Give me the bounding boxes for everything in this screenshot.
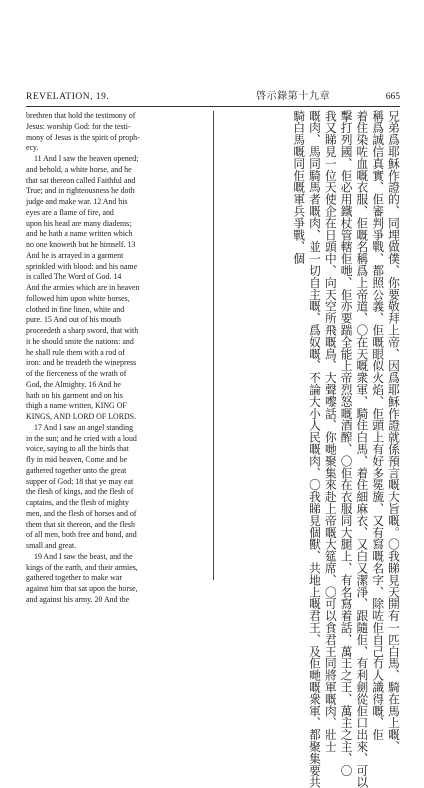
english-line: And he is arrayed in a garment	[26, 250, 124, 260]
english-line: clothed in fine linen, white and	[26, 304, 125, 314]
chinese-column: 兄弟爲耶穌作證的、同埋做僕、你要敬拜上帝、因爲耶穌作證就係預言嘅大旨嘅。〇我睇見天開有一匹白馬、騎在馬上嘅、	[387, 110, 401, 753]
english-line: the flesh of kings, and the flesh of	[26, 487, 134, 497]
english-line: God, the Almighty. 16 And he	[26, 379, 121, 389]
english-line: voice, saying to all the birds that	[26, 444, 129, 454]
english-line: And the armies which are in heaven	[26, 283, 140, 292]
english-line: gathered together unto the great	[26, 465, 127, 475]
english-line: them that sit thereon, and the flesh	[26, 519, 135, 529]
english-line: judge and make war. 12 And his	[26, 197, 128, 206]
running-head-chinese: 啓示錄第十九章	[256, 91, 331, 102]
column-divider	[213, 111, 214, 580]
english-line: kings of the earth, and their armies,	[26, 562, 138, 572]
english-line: of all men, both free and bond, and	[26, 530, 137, 540]
english-line: thigh a name written, KING OF	[26, 401, 127, 411]
chinese-column: 擊打列國、佢必用鐵杖管轄佢哋、佢亦要踹全能上帝烈怒嘅酒醡、〇佢在衣服同大腿上、有名寫着話、萬王之王、萬主之主、〇	[339, 110, 354, 777]
english-line: hath on his garment and on his	[26, 390, 123, 400]
english-line: men, and the flesh of horses and of	[26, 508, 137, 518]
running-head-english: REVELATION, 19.	[26, 92, 110, 102]
english-line: 19 And I saw the beast, and the	[34, 551, 133, 561]
english-line: in the sun; and he cried with a loud	[26, 433, 137, 443]
page-number: 665	[385, 92, 400, 102]
english-line: it he should smite the nations: and	[26, 336, 134, 346]
english-line: proceedeth a sharp sword, that with	[26, 326, 139, 335]
chinese-column: 騎白馬嘅同佢嘅軍兵爭戰、個	[292, 110, 307, 265]
chinese-column: 稱爲誠信真實、佢審判爭戰、都照公義、佢嘅眼似火焰、佢頭上有好多冕旒、又有寫嘅名字、除咗佢自己冇人識得嘅、佢	[371, 110, 386, 741]
english-line: supper of God; 18 that ye may eat	[26, 476, 134, 486]
english-line: eyes are a flame of fire, and	[26, 207, 114, 217]
page-header	[26, 89, 400, 105]
chinese-column: 我又睇見一位天使企在日頭中、向天空所飛嘅鳥、大聲嚟話、你哋聚集來赴上帝嘅大筵席、〇可以食君王同將軍嘅肉、壯士	[323, 110, 338, 753]
english-line: he shall rule them with a rod of	[26, 347, 125, 357]
english-line: gathered together to make war	[26, 573, 122, 583]
english-line: no one knoweth but he himself. 13	[26, 240, 136, 249]
english-line: True; and in righteousness he doth	[26, 186, 135, 196]
english-line: and behold, a white horse, and he	[26, 164, 132, 174]
english-line: mony of Jesus is the spirit of proph-	[26, 132, 140, 142]
english-line: brethren that hold the testimony of	[26, 111, 136, 120]
english-line: and he hath a name written which	[26, 229, 133, 239]
chinese-column: 嘅肉、馬同騎馬者嘅肉、並一切自主嘅、爲奴嘅、不論大小人民嘅肉、〇我睇見個獸、共地上嘅君王、及佢哋嘅衆軍、都聚集要共	[308, 110, 323, 788]
english-line: upon his head are many diadems;	[26, 218, 132, 228]
chinese-text-block	[217, 110, 401, 788]
english-text-column	[26, 111, 209, 604]
english-line: and against his army. 20 And the	[26, 594, 130, 604]
english-line: fly in mid heaven, Come and be	[26, 455, 128, 464]
english-line: pure. 15 And out of his mouth	[26, 315, 121, 325]
english-line: ecy.	[26, 143, 39, 153]
english-line: KINGS, AND LORD OF LORDS.	[26, 412, 137, 421]
english-line: that sat thereon called Faithful and	[26, 175, 136, 185]
english-line: of the fierceness of the wrath of	[26, 369, 127, 378]
english-line: against him that sat upon the horse,	[26, 584, 138, 593]
english-line: small and great.	[26, 541, 77, 550]
english-line: 11 And I saw the heaven opened;	[34, 154, 139, 163]
english-line: sprinkled with blood: and his name	[26, 261, 138, 271]
chinese-column: 着住染咗血嘅衣服、佢嘅名稱爲上帝道、〇在天嘅衆軍、騎住白馬、着住細麻衣、又白又潔淨、跟隨佢、有利劍從佢口出來、可以	[355, 110, 370, 788]
header-rule	[26, 106, 400, 107]
english-line: followed him upon white horses,	[26, 293, 130, 303]
english-line: iron: and he treadeth the winepress	[26, 358, 137, 368]
english-line: 17 And I saw an angel standing	[34, 422, 134, 432]
english-line: Jesus: worship God: for the testi-	[26, 121, 131, 131]
english-line: captains, and the flesh of mighty	[26, 498, 129, 507]
english-line: is called The Word of God. 14	[26, 272, 122, 282]
